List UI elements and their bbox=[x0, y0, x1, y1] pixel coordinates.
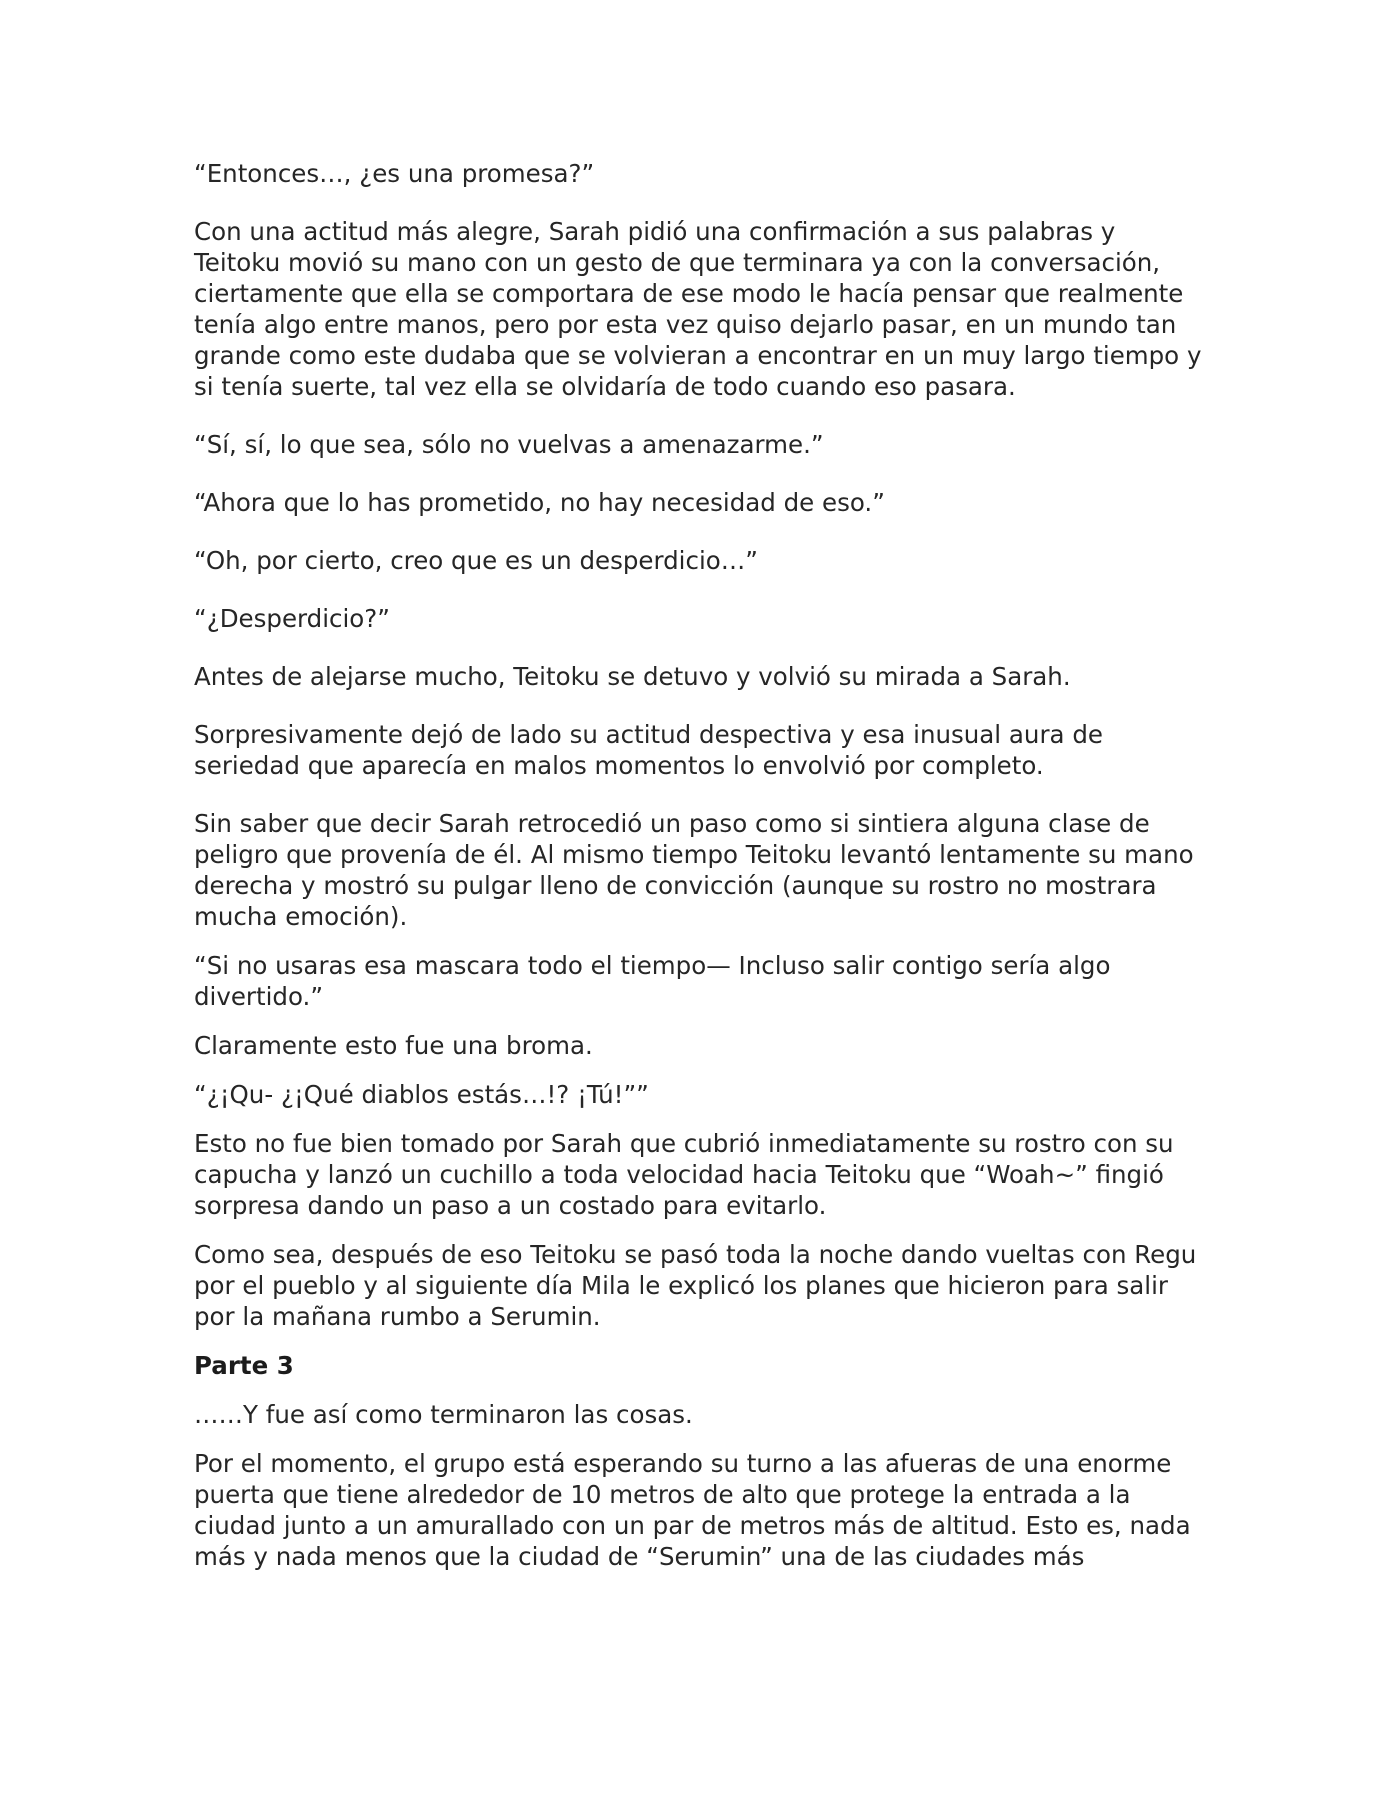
paragraph-promise-question: “Entonces…, ¿es una promesa?” bbox=[194, 159, 595, 188]
paragraph-desperdicio: “Oh, por cierto, creo que es un desperdicio…” bbox=[194, 546, 758, 575]
section-heading: Parte 3 bbox=[194, 1351, 294, 1380]
paragraph-sarah-promise: “Ahora que lo has prometido, no hay necesidad de eso.” bbox=[194, 488, 885, 517]
paragraph-mask-comment: “Si no usaras esa mascara todo el tiempo— Incluso salir contigo sería algo divertido.” bbox=[194, 951, 1111, 1011]
paragraph-serumin-gate: Por el momento, el grupo está esperando su turno a las afueras de una enorme puerta que tiene alrededor de 10 metros de alto que protege la entrada a la ciudad junto a un amurallado con un par de metros más de altitud. Esto es, nada más y nada menos que la ciudad de “Serumin” una de las ciudades más bbox=[194, 1449, 1191, 1571]
paragraph-sarah-outburst: “¿¡Qu- ¿¡Qué diablos estás…!? ¡Tú!”” bbox=[194, 1080, 649, 1109]
paragraph-teitoku-stops: Antes de alejarse mucho, Teitoku se detuvo y volvió su mirada a Sarah. bbox=[194, 662, 1071, 691]
paragraph-desperdicio-question: “¿Desperdicio?” bbox=[194, 604, 390, 633]
paragraph-next-day: Como sea, después de eso Teitoku se pasó toda la noche dando vueltas con Regu por el pueblo y al siguiente día Mila le explicó los planes que hicieron para salir por la mañana rumbo a Serumin. bbox=[194, 1240, 1197, 1331]
paragraph-sarah-confirmation: Con una actitud más alegre, Sarah pidió una confirmación a sus palabras y Teitoku movió su mano con un gesto de que terminara ya con la conversación, ciertamente que ella se comportara de ese modo le hacía pensar que realmente tenía algo entre manos, pero por esta vez quiso dejarlo pasar, en un mundo tan grande como este dudaba que se volvieran a encontrar en un muy largo tiempo y si tenía suerte, tal vez ella se olvidaría de todo cuando eso pasara. bbox=[194, 217, 1202, 401]
paragraph-teitoku-reply: “Sí, sí, lo que sea, sólo no vuelvas a amenazarme.” bbox=[194, 430, 824, 459]
document-page bbox=[194, 158, 1204, 1590]
paragraph-sarah-steps-back: Sin saber que decir Sarah retrocedió un paso como si sintiera alguna clase de peligro que provenía de él. Al mismo tiempo Teitoku levantó lentamente su mano derecha y mostró su pulgar lleno de convicción (aunque su rostro no mostrara mucha emoción). bbox=[194, 809, 1194, 931]
paragraph-things-ended: ……Y fue así como terminaron las cosas. bbox=[194, 1400, 693, 1429]
paragraph-seriousness-aura: Sorpresivamente dejó de lado su actitud despectiva y esa inusual aura de seriedad que aparecía en malos momentos lo envolvió por completo. bbox=[194, 720, 1103, 780]
paragraph-knife-throw: Esto no fue bien tomado por Sarah que cubrió inmediatamente su rostro con su capucha y lanzó un cuchillo a toda velocidad hacia Teitoku que “Woah~” fingió sorpresa dando un paso a un costado para evitarlo. bbox=[194, 1129, 1174, 1220]
paragraph-joke: Claramente esto fue una broma. bbox=[194, 1031, 593, 1060]
